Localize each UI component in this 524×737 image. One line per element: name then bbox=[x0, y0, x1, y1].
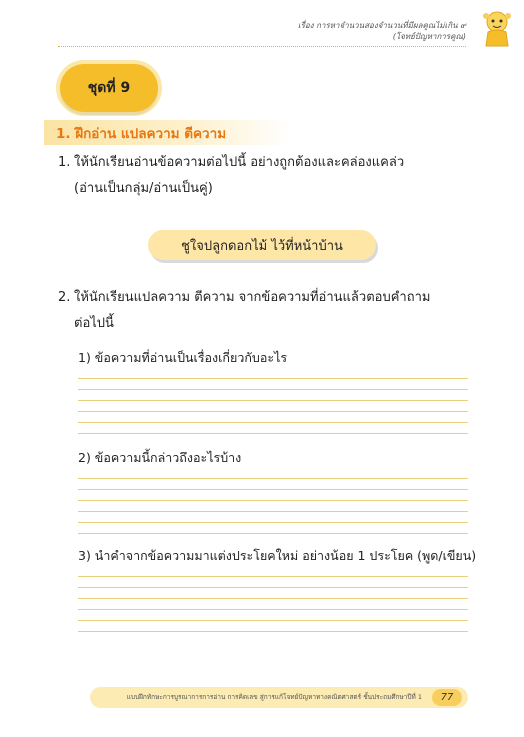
answer-line bbox=[78, 609, 468, 610]
answer-line bbox=[78, 620, 468, 621]
passage-title: ชูใจปลูกดอกไม้ ไว้ที่หน้าบ้าน bbox=[148, 230, 376, 260]
sub-question-2: 2) ข้อความนี้กล่าวถึงอะไรบ้าง bbox=[78, 450, 242, 465]
answer-line bbox=[78, 411, 468, 412]
header-divider bbox=[58, 46, 466, 47]
answer-lines-3[interactable] bbox=[78, 576, 468, 642]
answer-line bbox=[78, 598, 468, 599]
answer-line bbox=[78, 522, 468, 523]
answer-line bbox=[78, 631, 468, 632]
question-2-number: 2. bbox=[58, 290, 71, 305]
answer-lines-2[interactable] bbox=[78, 478, 468, 544]
answer-line bbox=[78, 433, 468, 434]
answer-lines-1[interactable] bbox=[78, 378, 468, 444]
sub-question-1: 1) ข้อความที่อ่านเป็นเรื่องเกี่ยวกับอะไร bbox=[78, 350, 288, 365]
footer-book-title: แบบฝึกทักษะการบูรณาการการอ่าน การคิดเลข สู่การแก้โจทย์ปัญหาทางคณิตศาสตร์ ชั้นประถมศึกษาปีที่ 1 bbox=[126, 693, 422, 701]
question-2-line1: ให้นักเรียนแปลความ ตีความ จากข้อความที่อ่านแล้วตอบคำถาม bbox=[74, 290, 431, 305]
page-number: 77 bbox=[432, 689, 462, 706]
question-1 bbox=[58, 150, 404, 202]
answer-line bbox=[78, 533, 468, 534]
answer-line bbox=[78, 478, 468, 479]
question-1-line2: (อ่านเป็นกลุ่ม/อ่านเป็นคู่) bbox=[74, 181, 213, 196]
question-1-line1: ให้นักเรียนอ่านข้อความต่อไปนี้ อย่างถูกต้องและคล่องแคล่ว bbox=[74, 155, 405, 170]
header-topic bbox=[206, 20, 466, 42]
header-topic-line1: เรื่อง การหาจำนวนสองจำนวนที่มีผลคูณไม่เกิน ๙ bbox=[297, 21, 466, 30]
mascot-illustration bbox=[480, 8, 514, 48]
header-topic-line2: (โจทย์ปัญหาการคูณ) bbox=[392, 32, 466, 41]
question-2 bbox=[58, 285, 430, 337]
answer-line bbox=[78, 576, 468, 577]
answer-line bbox=[78, 422, 468, 423]
answer-line bbox=[78, 400, 468, 401]
set-badge: ชุดที่ 9 bbox=[60, 64, 158, 112]
answer-line bbox=[78, 489, 468, 490]
sub-question-3: 3) นำคำจากข้อความมาแต่งประโยคใหม่ อย่างน้อย 1 ประโยค (พูด/เขียน) bbox=[78, 548, 477, 563]
question-1-number: 1. bbox=[58, 155, 71, 170]
section-heading bbox=[44, 120, 292, 145]
answer-line bbox=[78, 587, 468, 588]
answer-line bbox=[78, 389, 468, 390]
section-heading-text: 1. ฝึกอ่าน แปลความ ตีความ bbox=[56, 125, 227, 142]
question-2-line2: ต่อไปนี้ bbox=[74, 316, 114, 331]
answer-line bbox=[78, 511, 468, 512]
answer-line bbox=[78, 378, 468, 379]
answer-line bbox=[78, 500, 468, 501]
